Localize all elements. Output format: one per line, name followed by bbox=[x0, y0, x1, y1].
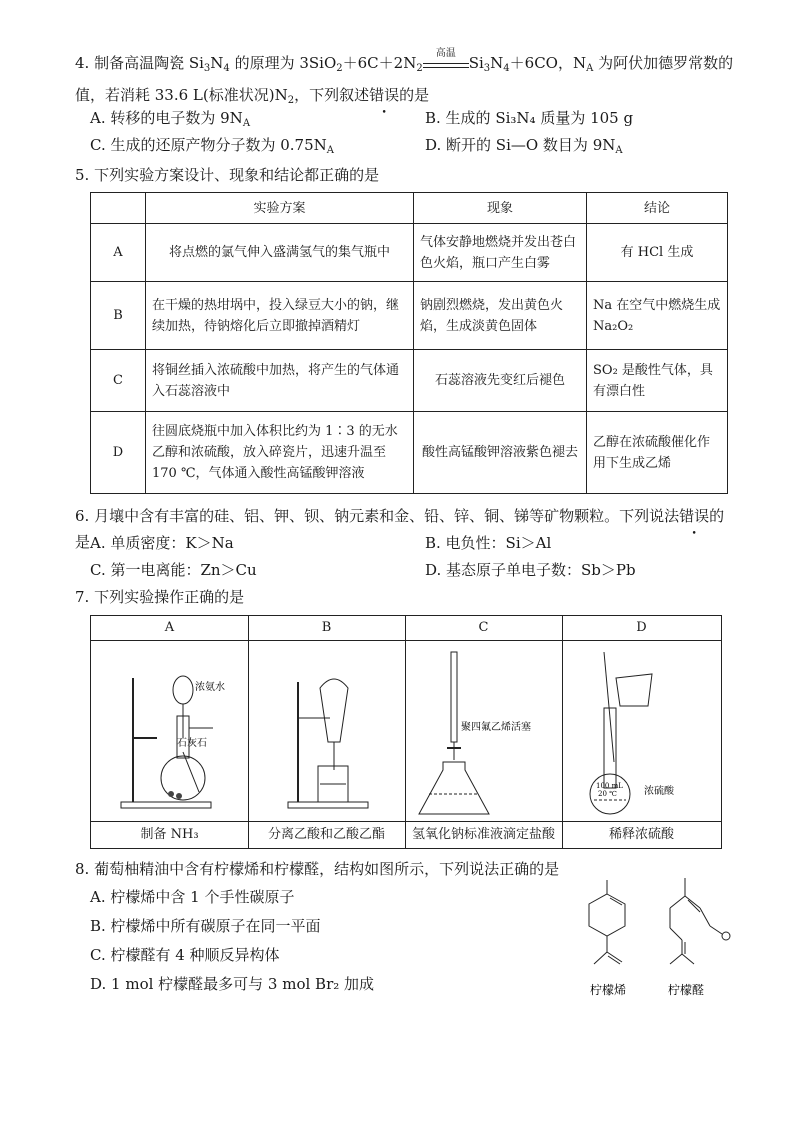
label-limestone: 石灰石 bbox=[177, 738, 207, 749]
conclusion-cell: 有 HCl 生成 bbox=[587, 224, 728, 282]
q4-option-d[interactable]: D. 断开的 Si—O 数目为 $9N_A$ bbox=[425, 136, 623, 156]
q5-table bbox=[90, 192, 728, 494]
table-header: 结论 bbox=[587, 193, 728, 224]
q4-option-c[interactable]: C. 生成的还原产物分子数为 $0.75N_A$ bbox=[90, 136, 335, 156]
apparatus-option-d[interactable] bbox=[562, 616, 721, 848]
apparatus-option-a[interactable] bbox=[91, 616, 249, 848]
q8-option-a[interactable]: A. 柠檬烯中含 1 个手性碳原子 bbox=[90, 888, 295, 906]
q6-option-b[interactable]: B. 电负性：Si＞Al bbox=[425, 534, 552, 552]
q8-option-c[interactable]: C. 柠檬醛有 4 种顺反异构体 bbox=[90, 946, 280, 964]
conclusion-cell: SO₂ 是酸性气体，具有漂白性 bbox=[587, 350, 728, 412]
q6-option-a[interactable]: A. 单质密度：K＞Na bbox=[90, 534, 234, 552]
phenomenon-cell: 气体安静地燃烧并发出苍白色火焰，瓶口产生白雾 bbox=[414, 224, 587, 282]
apparatus-option-b[interactable] bbox=[248, 616, 406, 848]
row-label: D bbox=[91, 412, 146, 494]
plan-cell: 将点燃的氯气伸入盛满氢气的集气瓶中 bbox=[146, 224, 414, 282]
table-header: 现象 bbox=[414, 193, 587, 224]
q4-option-b[interactable]: B. 生成的 Si₃N₄ 质量为 105 g bbox=[425, 109, 634, 127]
label-flask-temp: 20 ℃ bbox=[598, 790, 617, 798]
conclusion-cell: 乙醇在浓硫酸催化作用下生成乙烯 bbox=[587, 412, 728, 494]
plan-cell: 往圆底烧瓶中加入体积比约为 1∶3 的无水乙醇和浓硫酸，放入碎瓷片，迅速升温至 170 ℃，气体通入酸性高锰酸钾溶液 bbox=[146, 412, 414, 494]
conclusion-cell: Na 在空气中燃烧生成 Na₂O₂ bbox=[587, 282, 728, 350]
table-row[interactable] bbox=[91, 224, 728, 282]
label-conc-sulfuric: 浓硫酸 bbox=[644, 786, 674, 797]
question-4: 4. 制备高温陶瓷 $Si_3N_4$ 的原理为 $3SiO_2+6C+2N_2$ 高温 $Si_3N_4+6CO$，$N_A$ 为阿伏加德罗常数的 值，若消耗 33.6 L(标准状况)$N_2$，下列叙述错误的是 bbox=[75, 48, 734, 106]
q5-stem: 5. 下列实验方案设计、现象和结论都正确的是 bbox=[75, 166, 380, 184]
label-conc-ammonia: 浓氨水 bbox=[195, 682, 225, 693]
row-label: B bbox=[91, 282, 146, 350]
citral-label: 柠檬醛 bbox=[668, 983, 705, 997]
table-header: 实验方案 bbox=[146, 193, 414, 224]
volumetric-flask-icon bbox=[562, 642, 721, 822]
label-ptfe-stopcock: 聚四氟乙烯活塞 bbox=[461, 722, 531, 733]
column-caption: 稀释浓硫酸 bbox=[562, 821, 721, 848]
column-caption: 分离乙酸和乙酸乙酯 bbox=[248, 821, 405, 848]
column-head: A bbox=[91, 616, 248, 641]
table-header bbox=[91, 193, 146, 224]
column-head: D bbox=[562, 616, 721, 641]
phenomenon-cell: 石蕊溶液先变红后褪色 bbox=[414, 350, 587, 412]
phenomenon-cell: 钠剧烈燃烧，发出黄色火焰，生成淡黄色固体 bbox=[414, 282, 587, 350]
table-row[interactable] bbox=[91, 412, 728, 494]
column-caption: 制备 NH₃ bbox=[91, 821, 248, 848]
column-head: B bbox=[248, 616, 405, 641]
table-row[interactable] bbox=[91, 350, 728, 412]
row-label: A bbox=[91, 224, 146, 282]
q6-option-c[interactable]: C. 第一电离能：Zn＞Cu bbox=[90, 561, 257, 579]
q8-option-b[interactable]: B. 柠檬烯中所有碳原子在同一平面 bbox=[90, 917, 321, 935]
q6-option-d[interactable]: D. 基态原子单电子数：Sb＞Pb bbox=[425, 561, 636, 579]
phenomenon-cell: 酸性高锰酸钾溶液紫色褪去 bbox=[414, 412, 587, 494]
titration-burette-icon bbox=[405, 642, 562, 822]
reaction-condition: 高温 bbox=[435, 48, 456, 59]
q7-stem: 7. 下列实验操作正确的是 bbox=[75, 588, 245, 606]
separatory-funnel-icon bbox=[248, 642, 405, 822]
question-6: 6. 月壤中含有丰富的硅、铝、钾、钡、钠元素和金、铅、锌、铜、锑等矿物颗粒。下列说法错误的是 bbox=[75, 507, 725, 551]
q7-apparatus-table bbox=[90, 615, 722, 849]
ammonia-apparatus-icon bbox=[91, 642, 248, 822]
table-row[interactable] bbox=[91, 282, 728, 350]
q8-option-d[interactable]: D. 1 mol 柠檬醛最多可与 3 mol Br₂ 加成 bbox=[90, 975, 375, 993]
limonene-label: 柠檬烯 bbox=[590, 983, 627, 997]
table-header-row bbox=[91, 193, 728, 224]
plan-cell: 在干燥的热坩埚中，投入绿豆大小的钠，继续加热，待钠熔化后立即撤掉酒精灯 bbox=[146, 282, 414, 350]
q4-option-a[interactable]: A. 转移的电子数为 $9N_A$ bbox=[90, 109, 251, 129]
emphasis-error: 错误 bbox=[369, 86, 400, 104]
column-head: C bbox=[405, 616, 562, 641]
row-label: C bbox=[91, 350, 146, 412]
q4-text: 4. 制备高温陶瓷 $Si_3N_4$ 的原理为 $3SiO_2+6C+2N_2$ 高温 $Si_3N_4+6CO$，$N_A$ 为阿伏加德罗常数的 bbox=[75, 48, 734, 74]
emphasis-error: 错误 bbox=[679, 507, 710, 525]
label-flask-volume: 100 mL bbox=[596, 782, 623, 790]
plan-cell: 将铜丝插入浓硫酸中加热，将产生的气体通入石蕊溶液中 bbox=[146, 350, 414, 412]
apparatus-option-c[interactable] bbox=[405, 616, 563, 848]
limonene-citral-structures-icon bbox=[570, 872, 740, 1002]
column-caption: 氢氧化钠标准液滴定盐酸 bbox=[405, 821, 562, 848]
q8-stem: 8. 葡萄柚精油中含有柠檬烯和柠檬醛，结构如图所示，下列说法正确的是 bbox=[75, 860, 560, 878]
